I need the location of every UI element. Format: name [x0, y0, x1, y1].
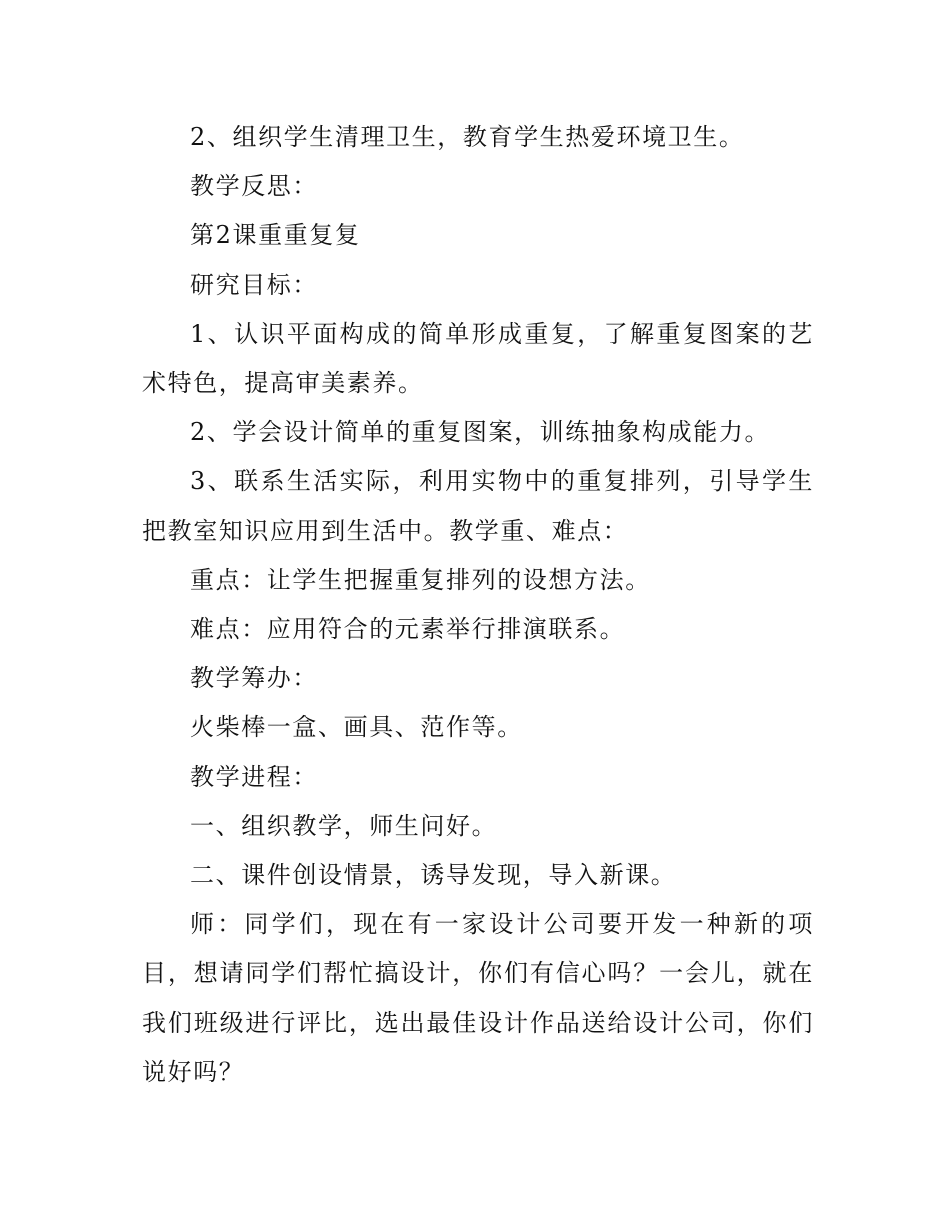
- document-body: [142, 113, 814, 1097]
- paragraph-key-point: 重点：让学生把握重复排列的设想方法。: [190, 565, 651, 594]
- paragraph-step-2: 二、课件创设情景，诱导发现，导入新课。: [190, 861, 677, 890]
- paragraph-difficulty: 难点：应用符合的元素举行排演联系。: [190, 615, 626, 644]
- paragraph-process-heading: 教学进程：: [190, 762, 318, 791]
- paragraph-materials: 火柴棒一盒、画具、范作等。: [190, 713, 523, 742]
- paragraph-preparation-heading: 教学筹办：: [190, 664, 318, 693]
- paragraph-cleanup-task: 2、组织学生清理卫生，教育学生热爱环境卫生。: [190, 123, 745, 151]
- paragraph-objective-3: 3、联系生活实际，利用实物中的重复排列，引导学生把教室知识应用到生活中。教学重、难点：: [142, 467, 814, 545]
- paragraph-objective-1: 1、认识平面构成的简单形成重复，了解重复图案的艺术特色，提高审美素养。: [142, 319, 814, 398]
- paragraph-objective-2: 2、学会设计简单的重复图案，训练抽象构成能力。: [190, 418, 771, 447]
- paragraph-step-1: 一、组织教学，师生问好。: [190, 811, 498, 840]
- paragraph-reflection-heading: 教学反思：: [190, 172, 318, 201]
- paragraph-teacher-dialogue: 师：同学们，现在有一家设计公司要开发一种新的项目，想请同学们帮忙搞设计，你们有信心吗？一会儿，就在我们班级进行评比，选出最佳设计作品送给设计公司，你们说好吗？: [142, 910, 814, 1086]
- paragraph-objectives-heading: 研究目标：: [190, 270, 318, 299]
- paragraph-lesson-title: 第2课重重复复: [190, 221, 361, 250]
